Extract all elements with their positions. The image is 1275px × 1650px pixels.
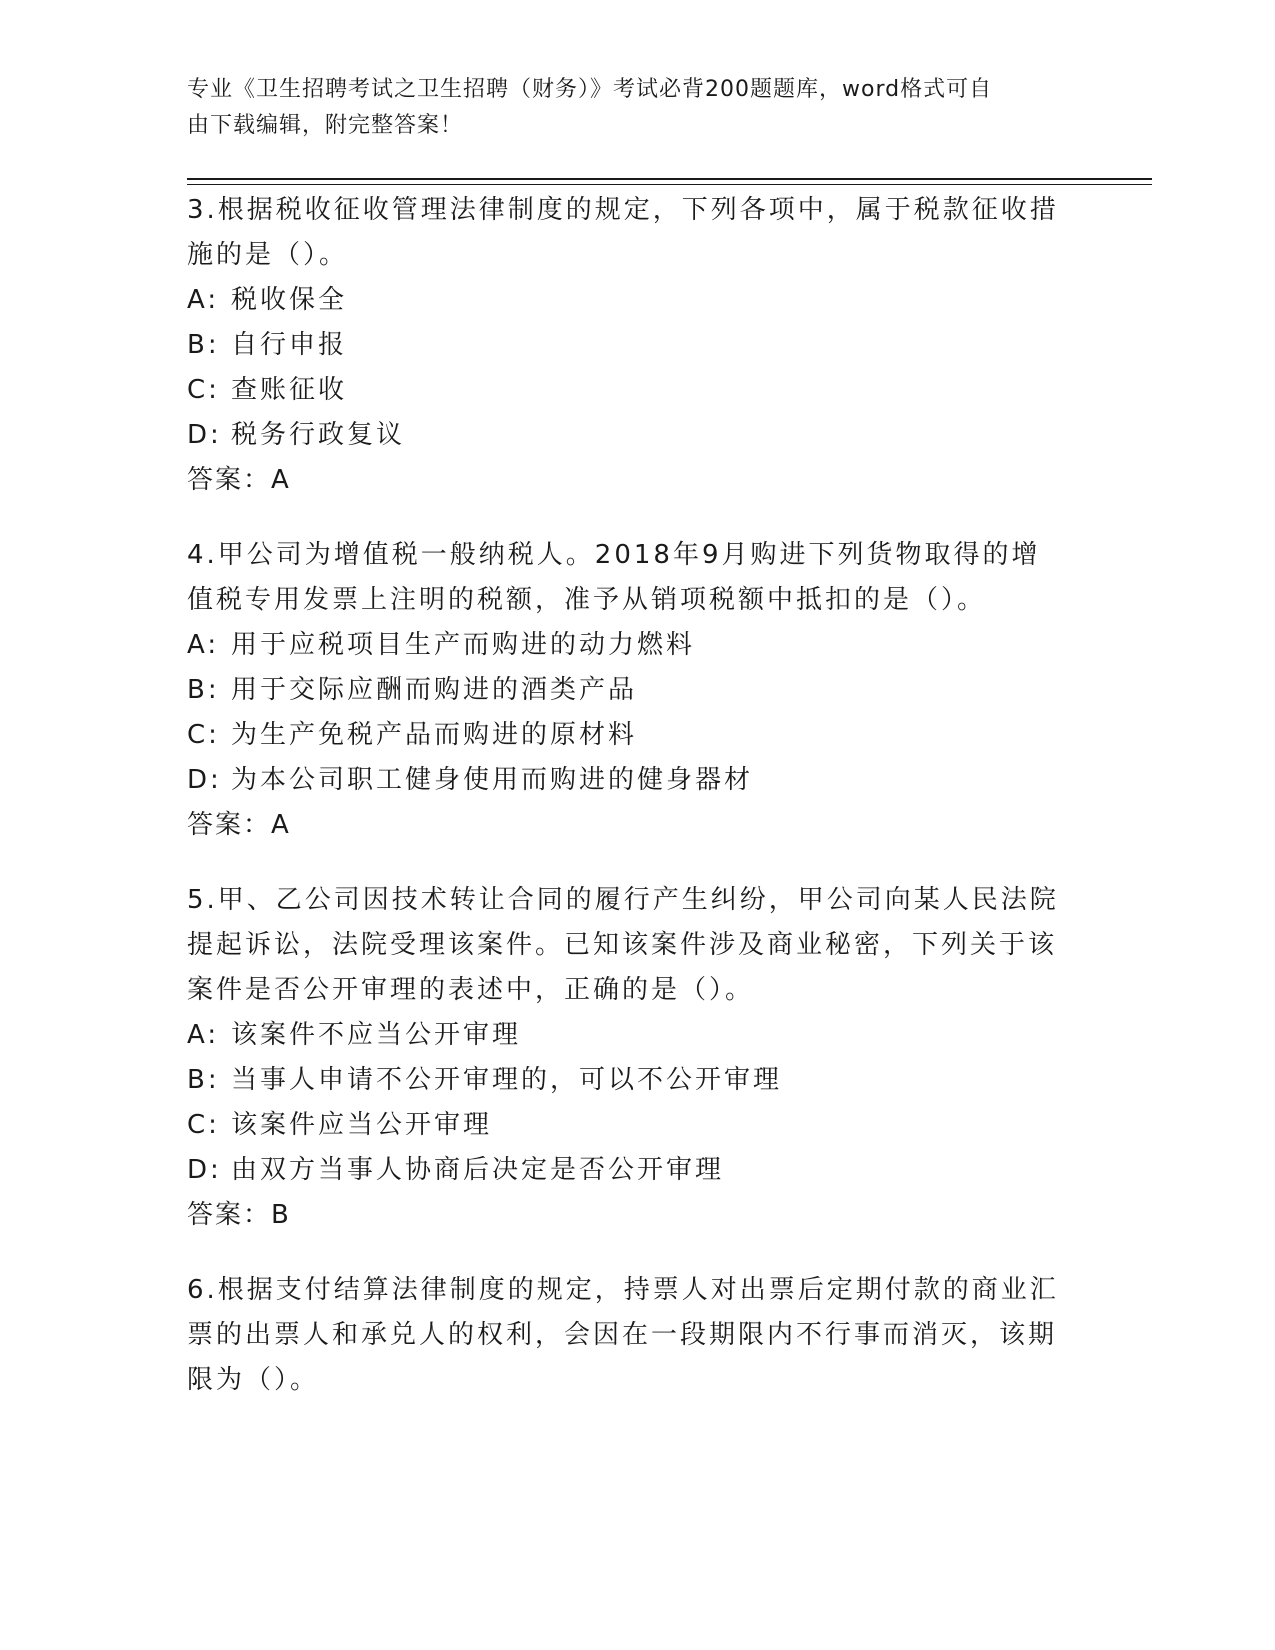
option-letter: C: <box>187 375 220 405</box>
option-letter: D: <box>187 765 222 795</box>
option-a <box>187 623 1067 668</box>
question-6 <box>187 1268 1067 1403</box>
option-letter: A: <box>187 630 220 660</box>
header-divider-thick <box>187 178 1152 180</box>
question-list <box>187 188 1067 1433</box>
option-letter: A: <box>187 285 220 315</box>
header-line-1: 专业《卫生招聘考试之卫生招聘（财务）》考试必背200题题库，word格式可自 <box>187 77 993 102</box>
option-d <box>187 413 1067 458</box>
option-text: 该案件不应当公开审理 <box>231 1020 522 1050</box>
question-5 <box>187 878 1067 1238</box>
option-text: 用于应税项目生产而购进的动力燃料 <box>231 630 696 660</box>
option-b <box>187 668 1067 713</box>
option-text: 为生产免税产品而购进的原材料 <box>231 720 638 750</box>
option-letter: B: <box>187 1065 220 1095</box>
option-letter: D: <box>187 1155 222 1185</box>
question-stem: 3.根据税收征收管理法律制度的规定，下列各项中，属于税款征收措施的是（）。 <box>187 195 1059 270</box>
question-stem: 6.根据支付结算法律制度的规定，持票人对出票后定期付款的商业汇票的出票人和承兑人的权利，会因在一段期限内不行事而消灭，该期限为（）。 <box>187 1275 1059 1395</box>
option-text: 当事人申请不公开审理的，可以不公开审理 <box>231 1065 783 1095</box>
option-letter: A: <box>187 1020 220 1050</box>
option-b <box>187 1058 1067 1103</box>
header-divider-thin <box>187 184 1152 185</box>
option-text: 自行申报 <box>231 330 348 360</box>
option-b <box>187 323 1067 368</box>
option-letter: D: <box>187 420 222 450</box>
option-a <box>187 1013 1067 1058</box>
question-stem: 4.甲公司为增值税一般纳税人。2018年9月购进下列货物取得的增值税专用发票上注明的税额，准予从销项税额中抵扣的是（）。 <box>187 540 1041 615</box>
document-header <box>187 72 1067 144</box>
option-letter: B: <box>187 675 220 705</box>
question-stem: 5.甲、乙公司因技术转让合同的履行产生纠纷，甲公司向某人民法院提起诉讼，法院受理该案件。已知该案件涉及商业秘密，下列关于该案件是否公开审理的表述中，正确的是（）。 <box>187 885 1059 1005</box>
question-4 <box>187 533 1067 848</box>
option-text: 税收保全 <box>231 285 348 315</box>
option-text: 为本公司职工健身使用而购进的健身器材 <box>231 765 754 795</box>
header-line-2: 由下载编辑，附完整答案！ <box>187 113 464 138</box>
option-letter: B: <box>187 330 220 360</box>
option-text: 查账征收 <box>231 375 348 405</box>
option-d <box>187 1148 1067 1193</box>
option-text: 用于交际应酬而购进的酒类产品 <box>231 675 638 705</box>
option-c <box>187 368 1067 413</box>
option-a <box>187 278 1067 323</box>
option-letter: C: <box>187 1110 220 1140</box>
option-letter: C: <box>187 720 220 750</box>
question-3 <box>187 188 1067 503</box>
answer-line: 答案：A <box>187 465 291 495</box>
answer-line: 答案：A <box>187 810 291 840</box>
option-text: 税务行政复议 <box>231 420 406 450</box>
answer-line: 答案：B <box>187 1200 291 1230</box>
option-text: 该案件应当公开审理 <box>231 1110 493 1140</box>
option-c <box>187 713 1067 758</box>
option-c <box>187 1103 1067 1148</box>
option-d <box>187 758 1067 803</box>
option-text: 由双方当事人协商后决定是否公开审理 <box>231 1155 725 1185</box>
